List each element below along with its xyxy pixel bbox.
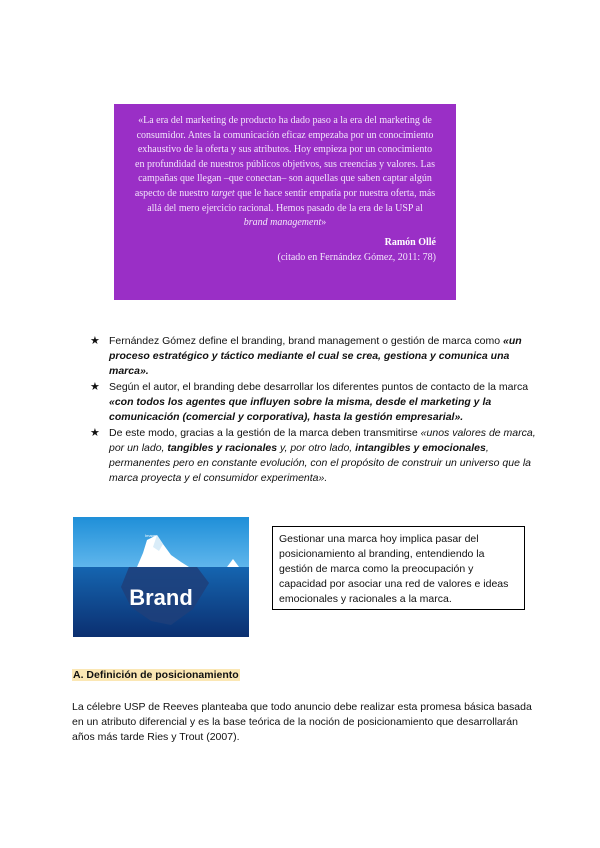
quote-author: Ramón Ollé	[384, 236, 436, 248]
iceberg-tip-label: Image	[145, 533, 157, 538]
callout-box	[272, 526, 525, 610]
star-icon: ★	[90, 335, 100, 347]
section-heading: A. Definición de posicionamiento	[73, 669, 239, 681]
list-item: ★ De este modo, gracias a la gestión de la marca deben transmitirse «unos valores de marca, por un lado, tangibles y racionales y, por otro lado, intangibles y emocionales, permanentes pero en constante evolución, con el propósito de construir un universo que la marca proyecta y el consumidor experimenta».	[90, 427, 536, 484]
quote-brand-management: brand management	[243, 217, 322, 229]
body-paragraph: La célebre USP de Reeves planteaba que todo anuncio debe realizar esta promesa básica basada en un atributo diferencial y es la base teórica de la noción de posicionamiento que desarrollarán años más tarde Ries y Trout (2007).	[72, 701, 532, 743]
callout-text: Gestionar una marca hoy implica pasar del posicionamiento al branding, entendiendo la gestión de marca como la preocupación y capacidad por asociar una red de valores e ideas emocionales y racionales a la marca.	[279, 533, 509, 605]
list-item: ★ Según el autor, el branding debe desarrollar los diferentes puntos de contacto de la marca «con todos los agentes que influyen sobre la misma, desde el marketing y la comunicación (comercial y corporativa), hasta la gestión empresarial».	[90, 381, 529, 423]
bullet-list	[90, 334, 540, 487]
quote-text: «La era del marketing de producto ha dado paso a la era del marketing de consumidor. Antes la comunicación eficaz empezaba por un conocimiento exhaustivo de la oferta y sus atributos. Hoy empieza por un conocimiento en profundidad de nuestros públicos objetivos, sus creencias y valores. Las campañas que llegan –que conectan– son aquellas que saben captar algún aspecto de nuestro target que le hace sentir empatía por nuestra oferta, más allá del mero ejercicio racional. Hemos pasado de la era de la USP al brand management»	[134, 115, 436, 229]
list-item: ★ Fernández Gómez define el branding, brand management o gestión de marca como «un proceso estratégico y táctico mediante el cual se crea, gestiona y comunica una marca».	[90, 335, 522, 377]
star-icon: ★	[90, 381, 100, 393]
quote-box	[114, 104, 456, 300]
iceberg-brand-image	[73, 517, 249, 637]
quote-citation: (citado en Fernández Gómez, 2011: 78)	[277, 251, 436, 263]
brand-label: Brand	[129, 585, 193, 610]
star-icon: ★	[90, 427, 100, 439]
quote-target-word: target	[211, 187, 235, 199]
